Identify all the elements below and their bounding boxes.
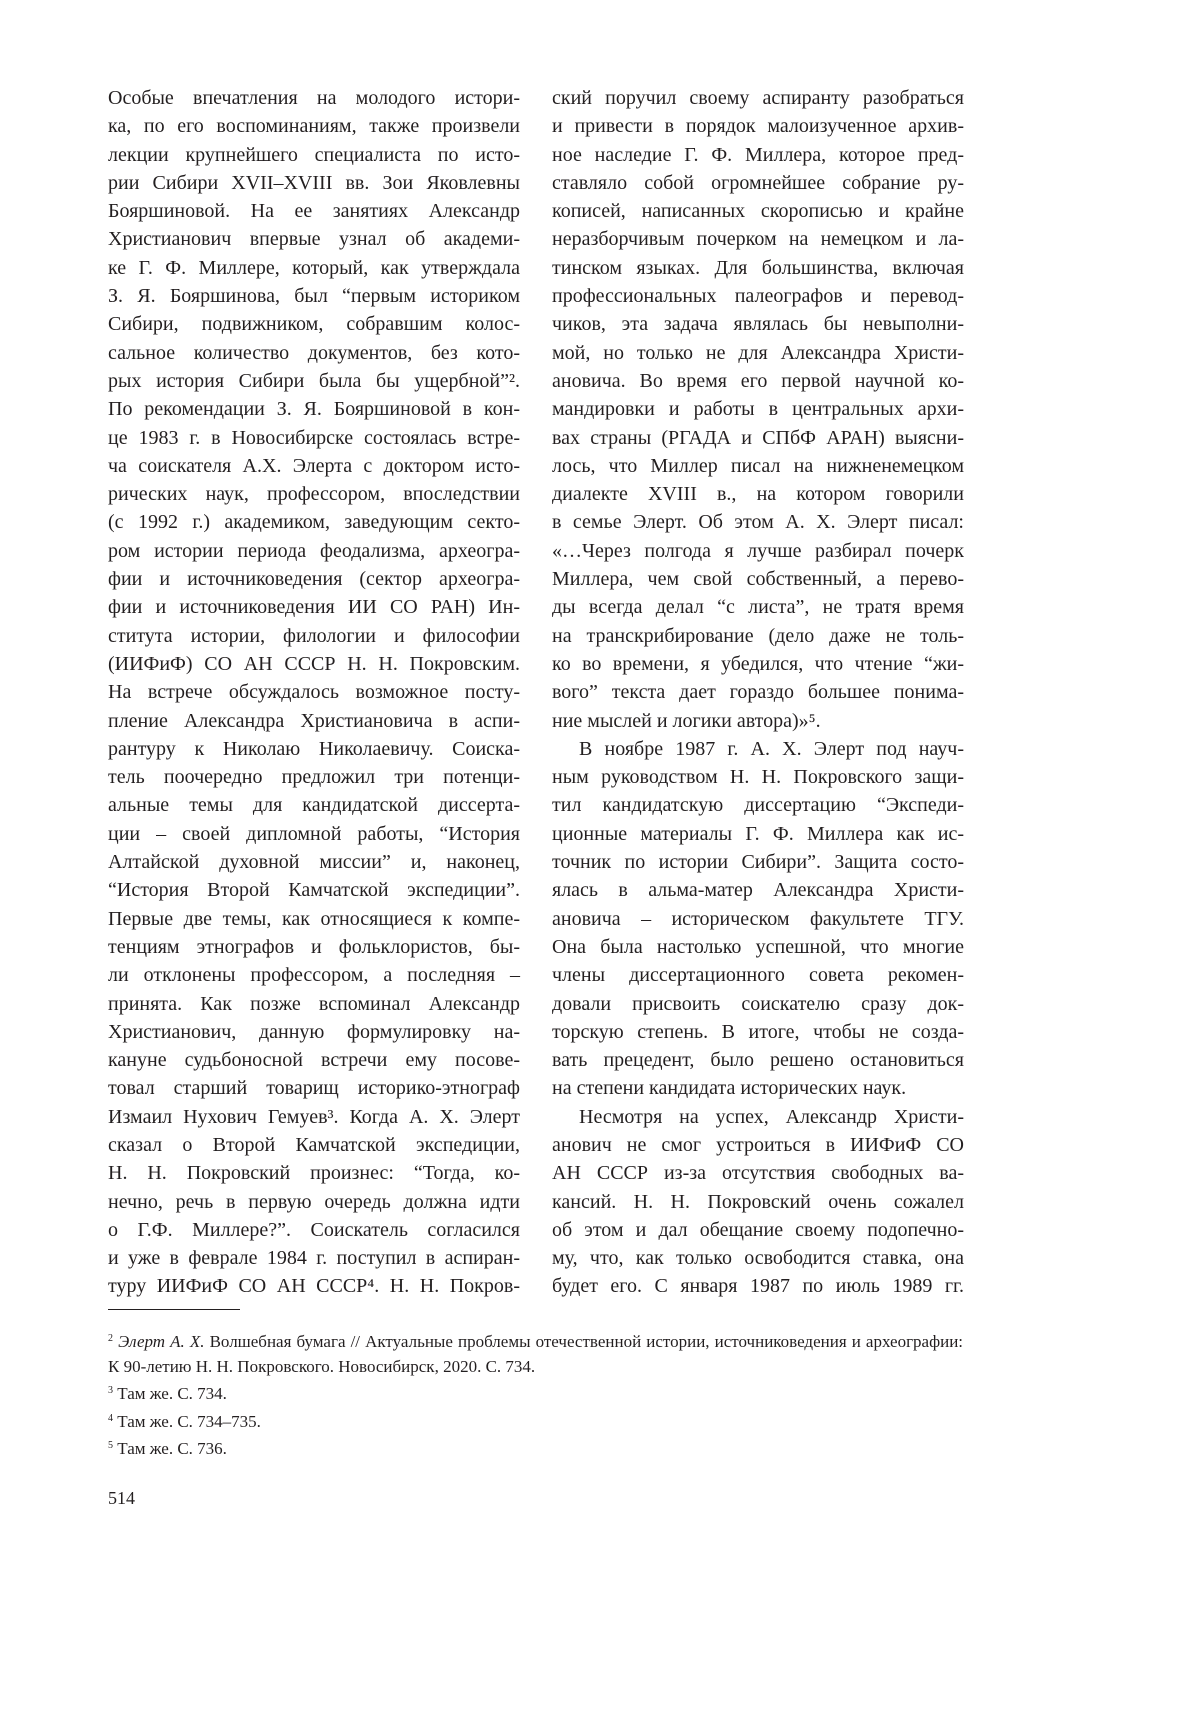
text-line: профессиональных палеографов и перевод-	[552, 282, 964, 310]
text-line: вого” текста дает гораздо большее понима-	[552, 678, 964, 706]
text-line: нечно, речь в первую очередь должна идти	[108, 1188, 520, 1216]
text-line: рии Сибири XVII–XVIII вв. Зои Яковлевны	[108, 169, 520, 197]
text-line: о Г.Ф. Миллере?”. Соискатель согласился	[108, 1216, 520, 1244]
text-line: Христианович впервые узнал об академи-	[108, 225, 520, 253]
text-line: неразборчивым почерком на немецком и ла-	[552, 225, 964, 253]
text-line: товал старший товарищ историко-этнограф	[108, 1074, 520, 1102]
footnote-4	[108, 1407, 963, 1435]
page-number: 514	[108, 1488, 135, 1509]
text-line: рантуру к Николаю Николаевичу. Соиска-	[108, 735, 520, 763]
footnotes	[108, 1327, 963, 1462]
text-line: в семье Элерт. Об этом А. Х. Элерт писал:	[552, 508, 964, 536]
text-line: Измаил Нухович Гемуев³. Когда А. Х. Элерт	[108, 1103, 520, 1131]
text-line: и уже в феврале 1984 г. поступил в аспиран-	[108, 1244, 520, 1272]
text-line: фии и источниковедения ИИ СО РАН) Ин-	[108, 593, 520, 621]
text-line: тенциям этнографов и фольклористов, бы-	[108, 933, 520, 961]
footnote-author: Элерт А. Х.	[118, 1332, 204, 1351]
text-line: кануне судьбоносной встречи ему посове-	[108, 1046, 520, 1074]
text-line: ное наследие Г. Ф. Миллера, которое пред-	[552, 141, 964, 169]
text-line: сказал о Второй Камчатской экспедиции,	[108, 1131, 520, 1159]
text-line: кописей, написанных скорописью и крайне	[552, 197, 964, 225]
footnote-3	[108, 1379, 963, 1407]
text-line: (ИИФиФ) СО АН СССР Н. Н. Покровским.	[108, 650, 520, 678]
text-line: Миллера, чем свой собственный, а перево-	[552, 565, 964, 593]
text-line: рых история Сибири была бы ущербной”².	[108, 367, 520, 395]
text-line: мой, но только не для Александра Христи-	[552, 339, 964, 367]
text-line: «…Через полгода я лучше разбирал почерк	[552, 537, 964, 565]
footnote-divider	[108, 1309, 240, 1310]
footnote-text: Там же. С. 734–735.	[117, 1412, 261, 1431]
text-line: ановича – историческом факультете ТГУ.	[552, 905, 964, 933]
text-line: ча соискателя А.Х. Элерта с доктором исто-	[108, 452, 520, 480]
text-line: В ноябре 1987 г. А. Х. Элерт под науч-	[552, 735, 964, 763]
text-line: (с 1992 г.) академиком, заведующим секто-	[108, 508, 520, 536]
text-line: ко во времени, я убедился, что чтение “жи-	[552, 650, 964, 678]
text-line: тель поочередно предложил три потенци-	[108, 763, 520, 791]
text-line: Христианович, данную формулировку на-	[108, 1018, 520, 1046]
text-line: Сибири, подвижником, собравшим колос-	[108, 310, 520, 338]
text-line: Н. Н. Покровский произнес: “Тогда, ко-	[108, 1159, 520, 1187]
text-line: По рекомендации З. Я. Бояршиновой в кон-	[108, 395, 520, 423]
text-line: об этом и дал обещание своему подопечно-	[552, 1216, 964, 1244]
text-line: ли отклонены профессором, а последняя –	[108, 961, 520, 989]
footnote-number: 3	[108, 1385, 113, 1396]
text-line: члены диссертационного совета рекомен-	[552, 961, 964, 989]
text-line: Первые две темы, как относящиеся к компе-	[108, 905, 520, 933]
text-line: ке Г. Ф. Миллере, который, как утверждала	[108, 254, 520, 282]
text-line: вать прецедент, было решено остановиться	[552, 1046, 964, 1074]
text-line: ставляло собой огромнейшее собрание ру-	[552, 169, 964, 197]
text-line: будет его. С января 1987 по июль 1989 гг.	[552, 1272, 964, 1300]
text-line: тинском языках. Для большинства, включая	[552, 254, 964, 282]
text-line: ным руководством Н. Н. Покровского защи-	[552, 763, 964, 791]
text-line: ционные материалы Г. Ф. Миллера как ис-	[552, 820, 964, 848]
footnote-text: Там же. С. 736.	[117, 1439, 227, 1458]
text-line: довали присвоить соискателю сразу док-	[552, 990, 964, 1018]
text-line: Бояршиновой. На ее занятиях Александр	[108, 197, 520, 225]
footnote-number: 4	[108, 1413, 113, 1424]
text-line: пление Александра Христиановича в аспи-	[108, 707, 520, 735]
right-column	[552, 84, 964, 1301]
text-line: анович не смог устроиться в ИИФиФ СО	[552, 1131, 964, 1159]
footnote-number: 5	[108, 1440, 113, 1451]
text-line: ановича. Во время его первой научной ко-	[552, 367, 964, 395]
footnote-2	[108, 1327, 963, 1379]
text-line: фии и источниковедения (сектор археогра-	[108, 565, 520, 593]
text-line: тил кандидатскую диссертацию “Экспеди-	[552, 791, 964, 819]
text-line: лось, что Миллер писал на нижненемецком	[552, 452, 964, 480]
text-line: “История Второй Камчатской экспедиции”.	[108, 876, 520, 904]
text-line: З. Я. Бояршинова, был “первым историком	[108, 282, 520, 310]
text-line: На встрече обсуждалось возможное посту-	[108, 678, 520, 706]
text-line: лекции крупнейшего специалиста по исто-	[108, 141, 520, 169]
text-line: мандировки и работы в центральных архи-	[552, 395, 964, 423]
text-line: це 1983 г. в Новосибирске состоялась встре-	[108, 424, 520, 452]
text-line: ром истории периода феодализма, археогра-	[108, 537, 520, 565]
text-line: торскую степень. В итоге, чтобы не созда-	[552, 1018, 964, 1046]
text-line: ние мыслей и логики автора)»⁵.	[552, 707, 964, 735]
text-line: АН СССР из-за отсутствия свободных ва-	[552, 1159, 964, 1187]
text-line: Особые впечатления на молодого истори-	[108, 84, 520, 112]
text-line: принята. Как позже вспоминал Александр	[108, 990, 520, 1018]
text-line: ский поручил своему аспиранту разобраться	[552, 84, 964, 112]
text-line: Она была настолько успешной, что многие	[552, 933, 964, 961]
text-line: альные темы для кандидатской диссерта-	[108, 791, 520, 819]
text-line: му, что, как только освободится ставка, она	[552, 1244, 964, 1272]
text-line: чиков, эта задача являлась бы невыполни-	[552, 310, 964, 338]
text-line: ды всегда делал “с листа”, не тратя время	[552, 593, 964, 621]
footnote-text: Волшебная бумага // Актуальные проблемы отечественной истории, источниковедения и археографии: К 90-летию Н. Н. Покровского. Новосибирск, 2020. С. 734.	[108, 1332, 963, 1376]
footnote-number: 2	[108, 1333, 113, 1344]
text-line: на транскрибирование (дело даже не толь-	[552, 622, 964, 650]
text-line: кансий. Н. Н. Покровский очень сожалел	[552, 1188, 964, 1216]
text-line: на степени кандидата исторических наук.	[552, 1074, 964, 1102]
text-line: ститута истории, филологии и философии	[108, 622, 520, 650]
text-line: туру ИИФиФ СО АН СССР⁴. Н. Н. Покров-	[108, 1272, 520, 1300]
text-line: ялась в альма-матер Александра Христи-	[552, 876, 964, 904]
text-line: точник по истории Сибири”. Защита состо-	[552, 848, 964, 876]
footnote-5	[108, 1434, 963, 1462]
text-line: сальное количество документов, без кото-	[108, 339, 520, 367]
text-line: ции – своей дипломной работы, “История	[108, 820, 520, 848]
text-line: и привести в порядок малоизученное архив-	[552, 112, 964, 140]
text-line: Алтайской духовной миссии” и, наконец,	[108, 848, 520, 876]
footnote-text: Там же. С. 734.	[117, 1384, 227, 1403]
text-line: Несмотря на успех, Александр Христи-	[552, 1103, 964, 1131]
text-line: ка, по его воспоминаниям, также произвели	[108, 112, 520, 140]
text-line: диалекте XVIII в., на котором говорили	[552, 480, 964, 508]
text-line: рических наук, профессором, впоследствии	[108, 480, 520, 508]
text-line: вах страны (РГАДА и СПбФ АРАН) выясни-	[552, 424, 964, 452]
left-column	[108, 84, 520, 1301]
